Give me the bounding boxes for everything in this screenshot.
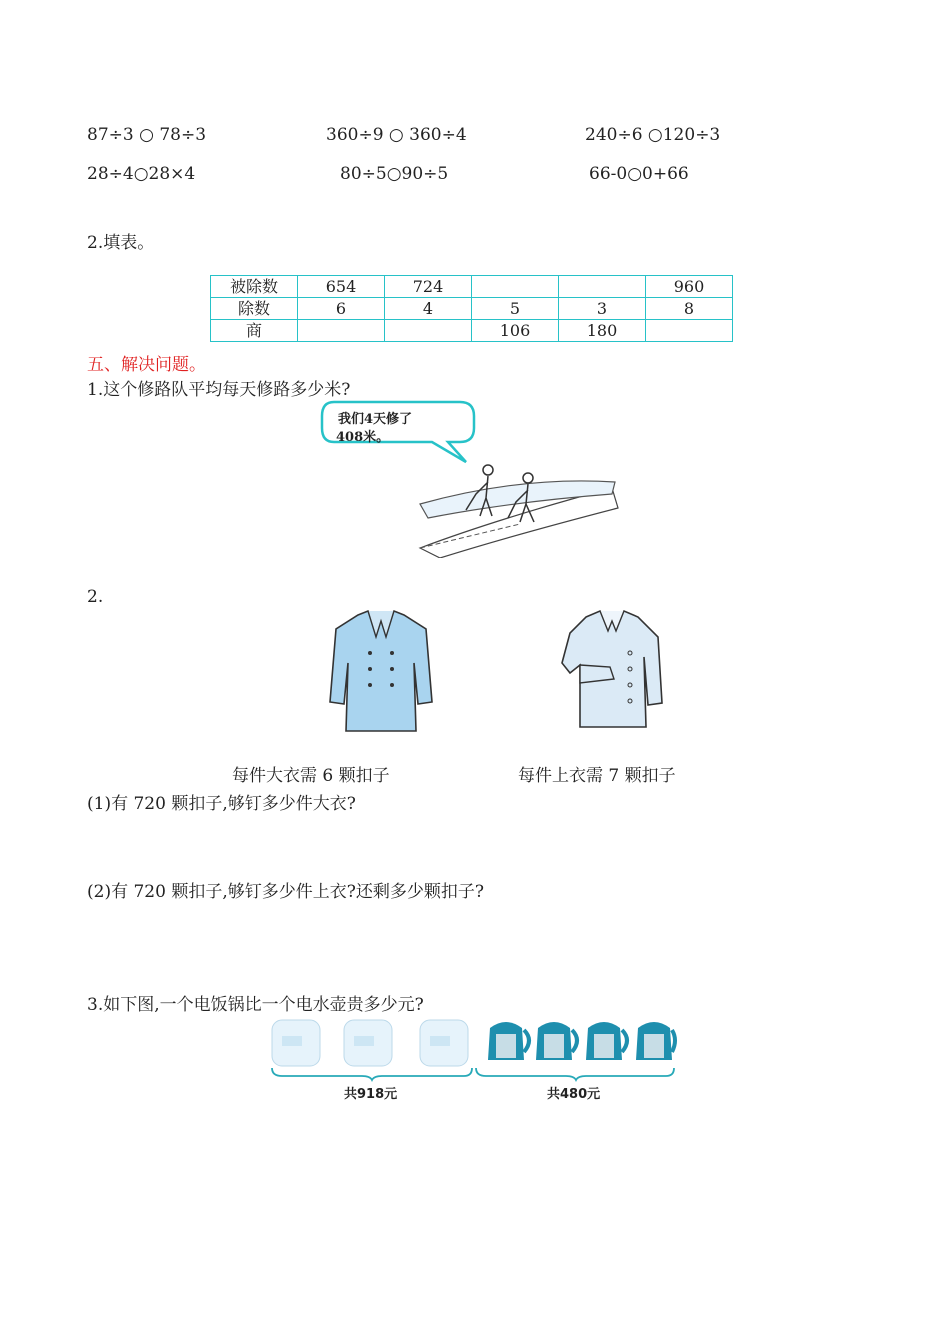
- compare-2-2: 80÷5○90÷5: [340, 164, 449, 184]
- rice-cooker-icon: [344, 1020, 392, 1066]
- table-cell[interactable]: 180: [559, 320, 646, 342]
- table-cell[interactable]: 8: [646, 298, 733, 320]
- table-cell[interactable]: 6: [298, 298, 385, 320]
- q2-title: 2.填表。: [87, 233, 155, 253]
- table-cell[interactable]: 3: [559, 298, 646, 320]
- p3-question: 3.如下图,一个电饭锅比一个电水壶贵多少元?: [87, 995, 424, 1015]
- table-cell[interactable]: 5: [472, 298, 559, 320]
- kettle-icon: [636, 1022, 675, 1060]
- shirt-caption: 每件上衣需 7 颗扣子: [518, 766, 676, 786]
- compare-1-3: 240÷6 ○120÷3: [585, 125, 721, 145]
- compare-2-3: 66-0○0+66: [589, 164, 689, 184]
- p1-question: 1.这个修路队平均每天修路多少米?: [87, 380, 351, 400]
- compare-2-1: 28÷4○28×4: [87, 164, 196, 184]
- table-cell[interactable]: [559, 276, 646, 298]
- shirt-illustration: [556, 607, 668, 733]
- table-cell[interactable]: 4: [385, 298, 472, 320]
- table-cell[interactable]: [298, 320, 385, 342]
- p2-sub-1: (1)有 720 颗扣子,够钉多少件大衣?: [87, 794, 356, 814]
- table-cell[interactable]: 654: [298, 276, 385, 298]
- row-label: 除数: [211, 298, 298, 320]
- division-table: [210, 275, 733, 342]
- table-cell[interactable]: [472, 276, 559, 298]
- coat-caption: 每件大衣需 6 颗扣子: [232, 766, 390, 786]
- compare-1-2: 360÷9 ○ 360÷4: [326, 125, 467, 145]
- cooker-total: 共918元: [344, 1087, 398, 1102]
- compare-1-1: 87÷3 ○ 78÷3: [87, 125, 207, 145]
- kettle-icon: [488, 1022, 529, 1060]
- table-cell[interactable]: [646, 320, 733, 342]
- cookers-kettles-illustration: [268, 1012, 680, 1082]
- table-cell[interactable]: 106: [472, 320, 559, 342]
- section-5-title: 五、解决问题。: [87, 355, 206, 375]
- bubble-line-1: 我们4天修了: [338, 412, 413, 427]
- kettle-total: 共480元: [547, 1087, 601, 1102]
- kettle-icon: [536, 1022, 577, 1060]
- p2-label: 2.: [87, 587, 104, 607]
- row-label: 被除数: [211, 276, 298, 298]
- bubble-line-2: 408米。: [336, 430, 390, 445]
- coat-illustration: [326, 607, 436, 735]
- brace-right: [476, 1068, 674, 1080]
- row-label: 商: [211, 320, 298, 342]
- table-row: [211, 298, 733, 320]
- rice-cooker-icon: [272, 1020, 320, 1066]
- table-cell[interactable]: 960: [646, 276, 733, 298]
- table-cell[interactable]: [385, 320, 472, 342]
- table-cell[interactable]: 724: [385, 276, 472, 298]
- brace-left: [272, 1068, 472, 1080]
- rice-cooker-icon: [420, 1020, 468, 1066]
- kettle-icon: [586, 1022, 627, 1060]
- table-row: [211, 276, 733, 298]
- p2-sub-2: (2)有 720 颗扣子,够钉多少件上衣?还剩多少颗扣子?: [87, 882, 484, 902]
- table-row: [211, 320, 733, 342]
